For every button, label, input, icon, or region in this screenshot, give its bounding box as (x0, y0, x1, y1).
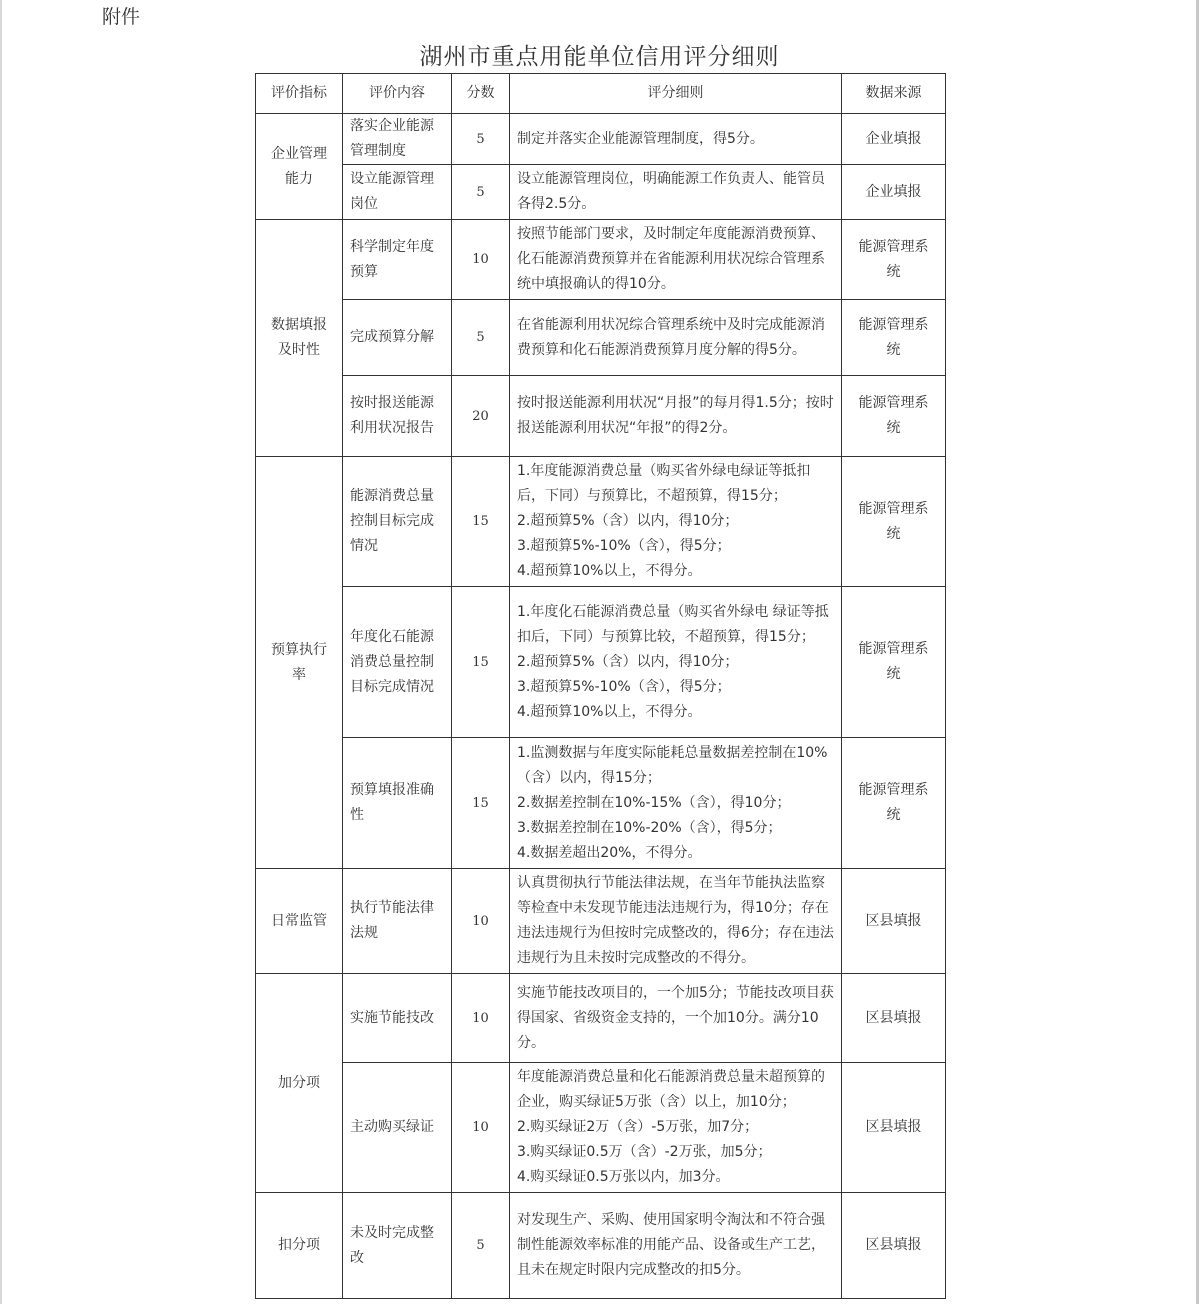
score-cell: 10 (452, 974, 510, 1063)
attachment-label: 附件 (102, 6, 141, 28)
source-cell: 区县填报 (842, 869, 946, 974)
source-cell: 区县填报 (842, 1063, 946, 1193)
score-cell: 10 (452, 1063, 510, 1193)
source-cell: 能源管理系统 (842, 220, 946, 300)
indicator-cell: 日常监管 (256, 869, 343, 974)
rule-cell: 设立能源管理岗位，明确能源工作负责人、能管员各得2.5分。 (510, 165, 842, 220)
score-cell: 10 (452, 220, 510, 300)
header-content: 评价内容 (343, 74, 452, 114)
score-cell: 5 (452, 114, 510, 165)
header-rule: 评分细则 (510, 74, 842, 114)
score-cell: 15 (452, 587, 510, 738)
source-cell: 区县填报 (842, 974, 946, 1063)
score-cell: 5 (452, 1193, 510, 1299)
table-row (256, 869, 946, 974)
rule-cell: 制定并落实企业能源管理制度，得5分。 (510, 114, 842, 165)
table-row (256, 738, 946, 869)
indicator-cell: 加分项 (256, 974, 343, 1193)
content-cell: 预算填报准确性 (343, 738, 452, 869)
table-row (256, 1063, 946, 1193)
table-row (256, 457, 946, 587)
table-row (256, 587, 946, 738)
score-cell: 20 (452, 376, 510, 457)
rule-cell: 按时报送能源利用状况“月报”的每月得1.5分；按时报送能源利用状况“年报”的得2分。 (510, 376, 842, 457)
indicator-cell: 数据填报及时性 (256, 220, 343, 457)
score-cell: 15 (452, 457, 510, 587)
content-cell: 完成预算分解 (343, 300, 452, 376)
content-cell: 科学制定年度预算 (343, 220, 452, 300)
content-cell: 未及时完成整改 (343, 1193, 452, 1299)
table-row (256, 1193, 946, 1299)
rule-cell: 1.年度化石能源消费总量（购买省外绿电 绿证等抵扣后，下同）与预算比较，不超预算，得15分； 2.超预算5%（含）以内，得10分； 3.超预算5%-10%（含），得5分； 4.超预算10%以上，不得分。 (510, 587, 842, 738)
table-row (256, 220, 946, 300)
rule-cell: 1.监测数据与年度实际能耗总量数据差控制在10%（含）以内，得15分； 2.数据差控制在10%-15%（含），得10分； 3.数据差控制在10%-20%（含），得5分； 4.数据差超出20%，不得分。 (510, 738, 842, 869)
rule-cell: 实施节能技改项目的，一个加5分；节能技改项目获得国家、省级资金支持的，一个加10分。满分10分。 (510, 974, 842, 1063)
indicator-cell: 扣分项 (256, 1193, 343, 1299)
content-cell: 按时报送能源利用状况报告 (343, 376, 452, 457)
source-cell: 区县填报 (842, 1193, 946, 1299)
source-cell: 能源管理系统 (842, 738, 946, 869)
table-row (256, 114, 946, 165)
content-cell: 主动购买绿证 (343, 1063, 452, 1193)
rule-cell: 按照节能部门要求，及时制定年度能源消费预算、化石能源消费预算并在省能源利用状况综合管理系统中填报确认的得10分。 (510, 220, 842, 300)
rule-cell: 在省能源利用状况综合管理系统中及时完成能源消费预算和化石能源消费预算月度分解的得5分。 (510, 300, 842, 376)
table-row (256, 974, 946, 1063)
rule-cell: 1.年度能源消费总量（购买省外绿电绿证等抵扣后，下同）与预算比，不超预算，得15分； 2.超预算5%（含）以内，得10分； 3.超预算5%-10%（含），得5分； 4.超预算10%以上，不得分。 (510, 457, 842, 587)
source-cell: 企业填报 (842, 114, 946, 165)
rule-cell: 认真贯彻执行节能法律法规，在当年节能执法监察等检查中未发现节能违法违规行为，得10分；存在违法违规行为但按时完成整改的，得6分；存在违法违规行为且未按时完成整改的不得分。 (510, 869, 842, 974)
header-score: 分数 (452, 74, 510, 114)
indicator-cell: 企业管理能力 (256, 114, 343, 220)
content-cell: 执行节能法律法规 (343, 869, 452, 974)
table-row (256, 165, 946, 220)
source-cell: 能源管理系统 (842, 587, 946, 738)
table-row (256, 300, 946, 376)
content-cell: 能源消费总量控制目标完成情况 (343, 457, 452, 587)
header-indicator: 评价指标 (256, 74, 343, 114)
content-cell: 实施节能技改 (343, 974, 452, 1063)
score-cell: 5 (452, 165, 510, 220)
table-header-row (256, 74, 946, 114)
table-row (256, 376, 946, 457)
content-cell: 落实企业能源管理制度 (343, 114, 452, 165)
rule-cell: 对发现生产、采购、使用国家明令淘汰和不符合强制性能源效率标准的用能产品、设备或生产工艺，且未在规定时限内完成整改的扣5分。 (510, 1193, 842, 1299)
rule-cell: 年度能源消费总量和化石能源消费总量未超预算的企业，购买绿证5万张（含）以上，加10分； 2.购买绿证2万（含）-5万张，加7分； 3.购买绿证0.5万（含）-2万张，加5分； 4.购买绿证0.5万张以内，加3分。 (510, 1063, 842, 1193)
source-cell: 能源管理系统 (842, 300, 946, 376)
document-title: 湖州市重点用能单位信用评分细则 (419, 44, 780, 70)
score-cell: 5 (452, 300, 510, 376)
source-cell: 能源管理系统 (842, 457, 946, 587)
header-source: 数据来源 (842, 74, 946, 114)
score-cell: 10 (452, 869, 510, 974)
content-cell: 年度化石能源消费总量控制目标完成情况 (343, 587, 452, 738)
score-cell: 15 (452, 738, 510, 869)
indicator-cell: 预算执行率 (256, 457, 343, 869)
credit-score-table (255, 73, 946, 1299)
page-left-border (0, 0, 2, 1304)
source-cell: 企业填报 (842, 165, 946, 220)
content-cell: 设立能源管理岗位 (343, 165, 452, 220)
source-cell: 能源管理系统 (842, 376, 946, 457)
